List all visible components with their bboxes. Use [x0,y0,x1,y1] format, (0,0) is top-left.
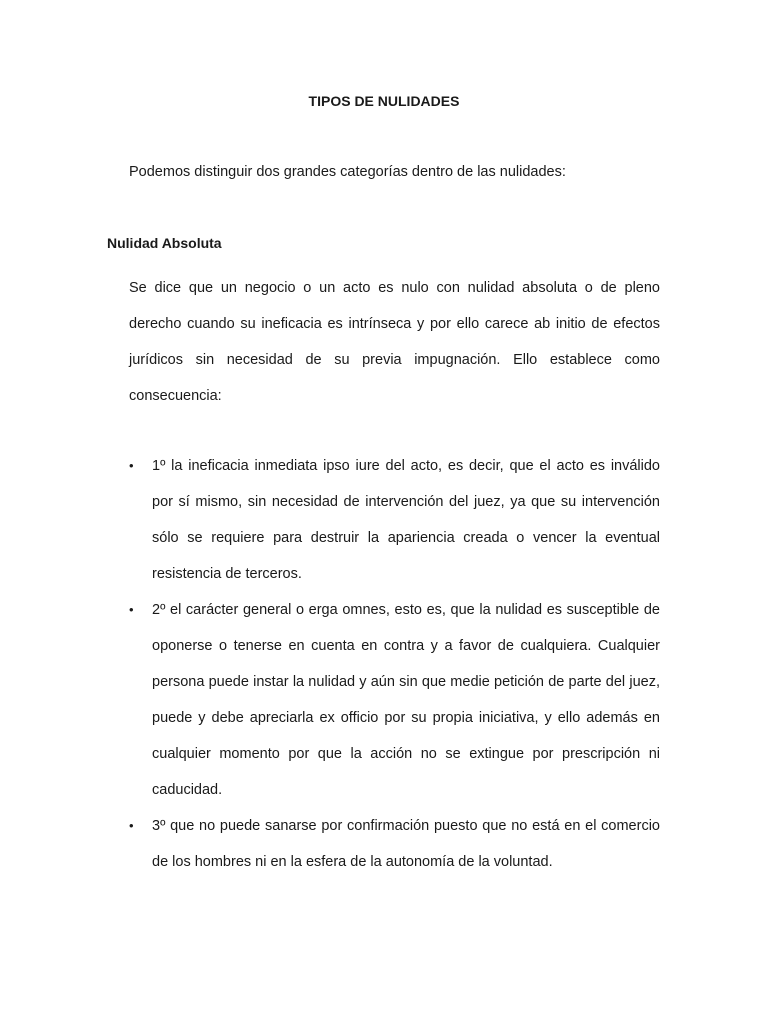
intro-paragraph: Podemos distinguir dos grandes categorías dentro de las nulidades: [129,164,566,180]
list-item-text: 1º la ineficacia inmediata ipso iure del acto, es decir, que el acto es inválido por sí mismo, sin necesidad de intervención del juez, ya que su intervención sólo se requiere para destruir la apariencia creada o vencer la eventual resistencia de terceros. [152,458,660,582]
consequence-list [129,448,660,880]
list-item [129,592,660,808]
document-title: TIPOS DE NULIDADES [308,93,460,109]
bullet-icon: • [129,818,134,833]
list-item [129,808,660,880]
section-heading: Nulidad Absoluta [107,235,222,251]
list-item [129,448,660,592]
section-paragraph: Se dice que un negocio o un acto es nulo con nulidad absoluta o de pleno derecho cuando su ineficacia es intrínseca y por ello carece ab initio de efectos jurídicos sin necesidad de su previa impugnación. Ello establece como consecuencia: [129,280,660,404]
bullet-icon: • [129,602,134,617]
list-item-text: 2º el carácter general o erga omnes, esto es, que la nulidad es susceptible de oponerse o tenerse en cuenta en contra y a favor de cualquiera. Cualquier persona puede instar la nulidad y aún sin que medie petición de parte del juez, puede y debe apreciarla ex officio por su propia iniciativa, y ello además en cualquier momento por que la acción no se extingue por prescripción ni caducidad. [152,602,660,798]
bullet-icon: • [129,458,134,473]
list-item-text: 3º que no puede sanarse por confirmación puesto que no está en el comercio de los hombres ni en la esfera de la autonomía de la voluntad. [152,818,660,870]
